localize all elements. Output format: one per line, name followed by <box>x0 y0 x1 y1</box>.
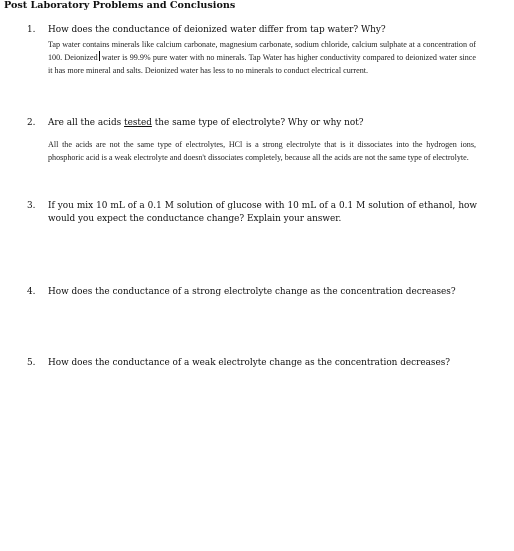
question-text: How does the conductance of a strong electrolyte change as the concentration decreases? <box>48 287 456 297</box>
answer-text-part-2: water is 99.9% pure water with no minerals. Tap Water has higher conductivity compared to deionized water since it has more mineral and salts. Deionized water has less to no minerals to conduct electrical current. <box>48 53 476 75</box>
answer-1[interactable] <box>48 38 476 77</box>
question-text: If you mix 10 mL of a 0.1 M solution of glucose with 10 mL of a 0.1 M solution of ethanol, how would you expect the conductance change? Explain your answer. <box>48 201 477 224</box>
page-title: Post Laboratory Problems and Conclusions <box>4 0 236 11</box>
question-number: 1. <box>27 25 36 35</box>
question-2 <box>27 117 477 130</box>
question-number: 4. <box>27 287 36 297</box>
underlined-word: tested <box>124 118 152 128</box>
question-text-part: Are all the acids <box>48 118 125 128</box>
answer-text-part-1: Tap water contains minerals like calcium carbonate, magnesium carbonate, sodium chloride, calcium sulphate at a concentration of 100. Deionized <box>48 40 476 62</box>
question-1 <box>27 24 477 37</box>
question-text: How does the conductance of a weak electrolyte change as the concentration decreases? <box>48 358 451 368</box>
question-number: 5. <box>27 358 36 368</box>
question-text: How does the conductance of deionized water differ from tap water? Why? <box>48 25 386 35</box>
answer-2[interactable] <box>48 138 476 164</box>
question-text-part: the same type of electrolyte? Why or why not? <box>151 118 364 128</box>
question-3 <box>27 200 477 226</box>
answer-text: All the acids are not the same type of electrolytes, HCl is a strong electrolyte that is it dissociates into the hydrogen ions, phosphoric acid is a weak electrolyte and doesn't dissociates completely, because all the acids are not the same type of electrolyte. <box>48 140 476 162</box>
question-number: 3. <box>27 201 36 211</box>
question-number: 2. <box>27 118 36 128</box>
question-text <box>48 117 477 130</box>
question-4 <box>27 286 477 299</box>
question-5 <box>27 357 477 370</box>
